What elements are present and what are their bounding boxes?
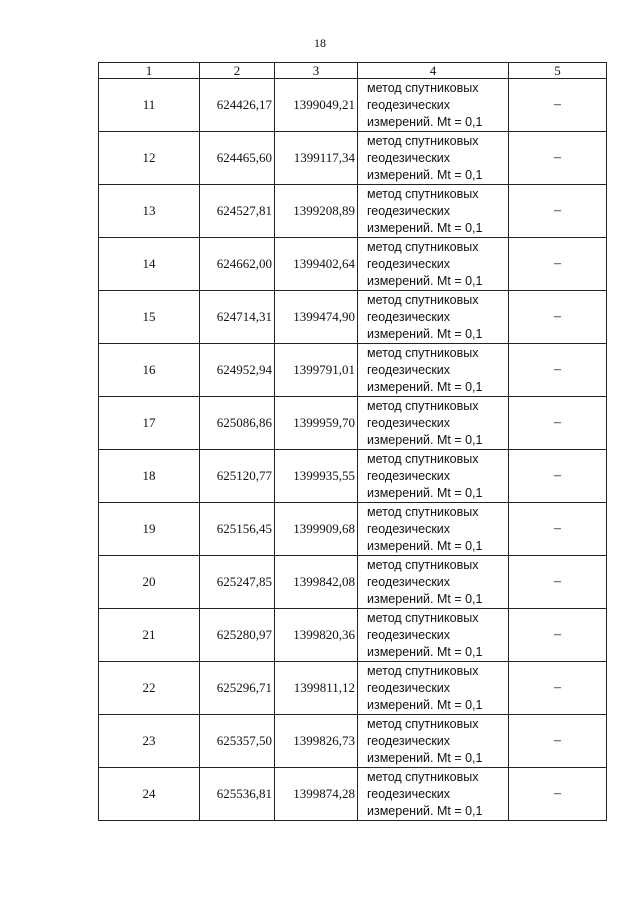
table-row (99, 185, 607, 238)
method-cell (358, 768, 509, 821)
point-number-cell: 18 (99, 450, 200, 503)
column-5-cell: – (509, 450, 607, 503)
column-5-cell: – (509, 715, 607, 768)
method-cell (358, 609, 509, 662)
x-coordinate-cell: 624662,00 (200, 238, 275, 291)
header-cell-1: 1 (99, 63, 200, 79)
x-coordinate-cell: 625086,86 (200, 397, 275, 450)
column-5-cell: – (509, 662, 607, 715)
method-text-line: метод спутниковых (367, 451, 479, 466)
method-text-line: метод спутниковых (367, 557, 479, 572)
method-text-line: метод спутниковых (367, 345, 479, 360)
column-5-cell: – (509, 503, 607, 556)
method-text-line: измерений. Mt = 0,1 (367, 114, 483, 129)
table-row (99, 79, 607, 132)
table-row (99, 132, 607, 185)
method-text-line: метод спутниковых (367, 239, 479, 254)
method-cell (358, 450, 509, 503)
point-number-cell: 22 (99, 662, 200, 715)
method-text-line: геодезических (367, 680, 451, 695)
table-row (99, 450, 607, 503)
point-number-cell: 14 (99, 238, 200, 291)
method-text-line: измерений. Mt = 0,1 (367, 591, 483, 606)
y-coordinate-cell: 1399874,28 (275, 768, 358, 821)
method-text-line: измерений. Mt = 0,1 (367, 220, 483, 235)
x-coordinate-cell: 625296,71 (200, 662, 275, 715)
method-text-line: метод спутниковых (367, 716, 479, 731)
table-row (99, 556, 607, 609)
header-row (99, 63, 607, 79)
method-text-line: метод спутниковых (367, 133, 479, 148)
method-text-line: измерений. Mt = 0,1 (367, 644, 483, 659)
table-row (99, 291, 607, 344)
method-text-line: геодезических (367, 627, 451, 642)
method-text-line: метод спутниковых (367, 186, 479, 201)
table-row (99, 662, 607, 715)
column-5-cell: – (509, 291, 607, 344)
table-header (99, 63, 607, 79)
column-5-cell: – (509, 556, 607, 609)
method-text-line: измерений. Mt = 0,1 (367, 697, 483, 712)
point-number-cell: 21 (99, 609, 200, 662)
method-cell (358, 397, 509, 450)
method-text-line: измерений. Mt = 0,1 (367, 167, 483, 182)
method-text-line: метод спутниковых (367, 80, 479, 95)
method-text-line: геодезических (367, 521, 451, 536)
method-text-line: метод спутниковых (367, 610, 479, 625)
method-text-line: геодезических (367, 362, 451, 377)
column-5-cell: – (509, 238, 607, 291)
method-text-line: геодезических (367, 309, 451, 324)
point-number-cell: 20 (99, 556, 200, 609)
point-number-cell: 16 (99, 344, 200, 397)
method-text-line: геодезических (367, 468, 451, 483)
method-cell (358, 238, 509, 291)
point-number-cell: 23 (99, 715, 200, 768)
y-coordinate-cell: 1399811,12 (275, 662, 358, 715)
y-coordinate-cell: 1399909,68 (275, 503, 358, 556)
x-coordinate-cell: 624952,94 (200, 344, 275, 397)
y-coordinate-cell: 1399474,90 (275, 291, 358, 344)
y-coordinate-cell: 1399959,70 (275, 397, 358, 450)
x-coordinate-cell: 625280,97 (200, 609, 275, 662)
x-coordinate-cell: 624465,60 (200, 132, 275, 185)
method-text-line: измерений. Mt = 0,1 (367, 538, 483, 553)
table-row (99, 344, 607, 397)
point-number-cell: 11 (99, 79, 200, 132)
method-text-line: геодезических (367, 733, 451, 748)
page-number: 18 (314, 36, 326, 50)
point-number-cell: 13 (99, 185, 200, 238)
method-text-line: геодезических (367, 256, 451, 271)
method-cell (358, 556, 509, 609)
point-number-cell: 19 (99, 503, 200, 556)
point-number-cell: 12 (99, 132, 200, 185)
x-coordinate-cell: 625120,77 (200, 450, 275, 503)
y-coordinate-cell: 1399842,08 (275, 556, 358, 609)
table-row (99, 238, 607, 291)
table-body (99, 79, 607, 821)
method-text-line: метод спутниковых (367, 292, 479, 307)
point-number-cell: 15 (99, 291, 200, 344)
method-text-line: метод спутниковых (367, 504, 479, 519)
y-coordinate-cell: 1399820,36 (275, 609, 358, 662)
header-cell-3: 3 (275, 63, 358, 79)
method-cell (358, 185, 509, 238)
method-cell (358, 291, 509, 344)
y-coordinate-cell: 1399935,55 (275, 450, 358, 503)
y-coordinate-cell: 1399208,89 (275, 185, 358, 238)
x-coordinate-cell: 625247,85 (200, 556, 275, 609)
y-coordinate-cell: 1399117,34 (275, 132, 358, 185)
method-text-line: метод спутниковых (367, 769, 479, 784)
column-5-cell: – (509, 79, 607, 132)
table-row (99, 768, 607, 821)
method-cell (358, 503, 509, 556)
column-5-cell: – (509, 397, 607, 450)
x-coordinate-cell: 625357,50 (200, 715, 275, 768)
x-coordinate-cell: 625536,81 (200, 768, 275, 821)
y-coordinate-cell: 1399402,64 (275, 238, 358, 291)
method-text-line: геодезических (367, 203, 451, 218)
column-5-cell: – (509, 609, 607, 662)
column-5-cell: – (509, 185, 607, 238)
method-text-line: измерений. Mt = 0,1 (367, 432, 483, 447)
x-coordinate-cell: 625156,45 (200, 503, 275, 556)
x-coordinate-cell: 624527,81 (200, 185, 275, 238)
y-coordinate-cell: 1399049,21 (275, 79, 358, 132)
method-text-line: геодезических (367, 786, 451, 801)
point-number-cell: 24 (99, 768, 200, 821)
method-text-line: измерений. Mt = 0,1 (367, 485, 483, 500)
method-text-line: геодезических (367, 415, 451, 430)
method-text-line: измерений. Mt = 0,1 (367, 273, 483, 288)
y-coordinate-cell: 1399791,01 (275, 344, 358, 397)
method-text-line: геодезических (367, 150, 451, 165)
method-text-line: измерений. Mt = 0,1 (367, 803, 483, 818)
header-cell-2: 2 (200, 63, 275, 79)
column-5-cell: – (509, 132, 607, 185)
x-coordinate-cell: 624714,31 (200, 291, 275, 344)
column-5-cell: – (509, 344, 607, 397)
point-number-cell: 17 (99, 397, 200, 450)
method-cell (358, 132, 509, 185)
column-5-cell: – (509, 768, 607, 821)
header-cell-5: 5 (509, 63, 607, 79)
table-row (99, 609, 607, 662)
method-text-line: измерений. Mt = 0,1 (367, 326, 483, 341)
method-text-line: измерений. Mt = 0,1 (367, 750, 483, 765)
method-text-line: геодезических (367, 97, 451, 112)
method-cell (358, 79, 509, 132)
method-text-line: геодезических (367, 574, 451, 589)
method-text-line: метод спутниковых (367, 398, 479, 413)
method-text-line: измерений. Mt = 0,1 (367, 379, 483, 394)
method-cell (358, 715, 509, 768)
table-row (99, 715, 607, 768)
method-cell (358, 344, 509, 397)
method-text-line: метод спутниковых (367, 663, 479, 678)
table-row (99, 503, 607, 556)
header-cell-4: 4 (358, 63, 509, 79)
coordinates-table (98, 62, 607, 821)
table-row (99, 397, 607, 450)
method-cell (358, 662, 509, 715)
y-coordinate-cell: 1399826,73 (275, 715, 358, 768)
x-coordinate-cell: 624426,17 (200, 79, 275, 132)
